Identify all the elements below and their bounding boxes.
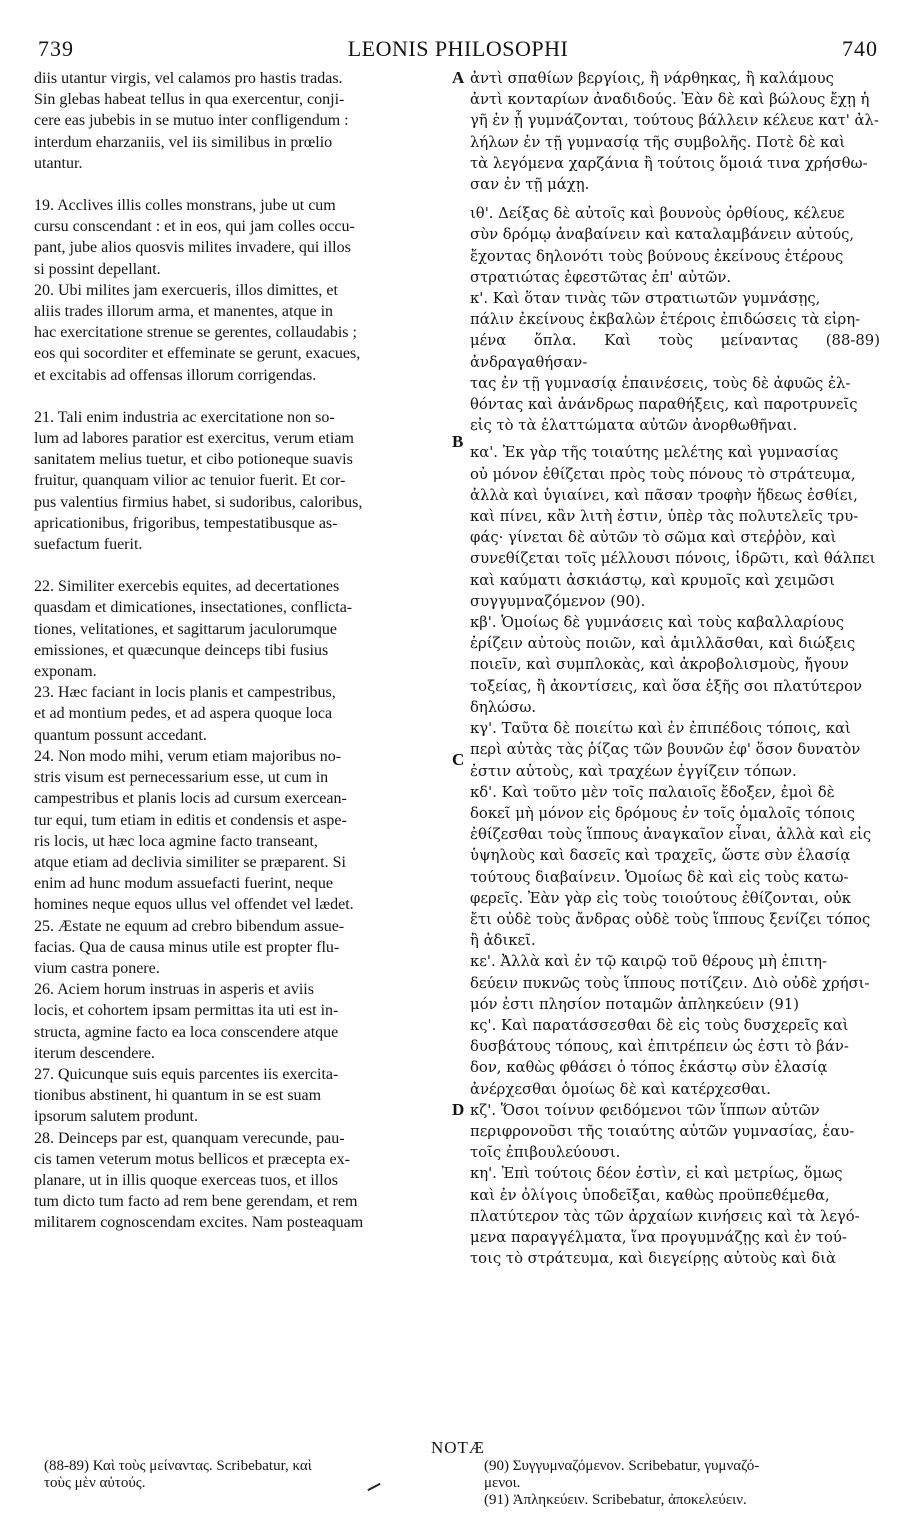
running-title: LEONIS PHILOSOPHI <box>347 36 569 61</box>
latin-paragraph-20: 20. Ubi milites jam exercueris, illos dimittes, et aliis trades illorum arma, et manentes, atque in hac exercitatione strenue se gerentes, collaudabis ; eos qui socorditer et effeminate se gerunt, exacues, et excitabis ad offensas illorum corrigendas. <box>34 281 361 384</box>
latin-column <box>34 68 442 1234</box>
latin-paragraph-19: 19. Acclives illis colles monstrans, jube ut cum cursu conscendant : et in eos, qui jam colles occu- pant, jube alios quosvis milites invadere, qui illos si possint depellant. <box>34 197 355 278</box>
margin-marker-b: B <box>452 432 464 451</box>
latin-paragraph-intro: diis utantur virgis, vel calamos pro hastis tradas. Sin glebas habeat tellus in qua exercentur, conji- cere eas jubebis in se mutuo inter confligendum : interdum eharzaniis, vel iis similibus in prœlio utantur. <box>34 70 349 172</box>
margin-marker-d: D <box>452 1100 465 1119</box>
latin-paragraph-23: 23. Hæc faciant in locis planis et campestribus, et ad montium pedes, et ad aspera quoque loca quantum possunt accedant. <box>34 684 336 744</box>
greek-paragraph-28: κη'. Ἐπὶ τούτοις δέον ἐστὶν, εἰ καὶ μετρίως, ὅμως καὶ ἐν ὀλίγοις ὑποδεῖξαι, καθὼς προϋπεθέμεθα, πλατύτερον τὰς τῶν ἀρχαίων κινήσεις καὶ τὰ λεγό- μενα παραγγέλματα, ἵνα προγυμνάζῃς καὶ ἐν τού- τοις τὸ στράτευμα, καὶ διεγείρῃς αὐτοὺς καὶ διὰ <box>470 1165 860 1268</box>
right-page-number: 740 <box>842 36 878 61</box>
greek-paragraph-26: κς'. Καὶ παρατάσσεσθαι δὲ εἰς τοὺς δυσχερεῖς καὶ δυσβάτους τόπους, καὶ ἐπιτρέπειν ὡς ἐστι τὸ βάν- δον, καθὼς φθάσει ὁ τόπος ἑκάστῳ σὺν ἐλασίᾳ ἀνέρχεσθαι ὁμοίως δὲ καὶ κατέρχεσθαι. <box>470 1016 849 1098</box>
greek-paragraph-intro: ἀντὶ σπαθίων βεργίοις, ἢ νάρθηκας, ἢ καλάμους ἀντὶ κονταρίων ἀναδιδούς. Ἐὰν δὲ καὶ βώλους ἔχῃ ἡ γῆ ἐν ᾗ γυμνάζονται, τούτους βάλλειν κέλευε κατ' ἀλ- λήλων ἐν τῇ γυμνασίᾳ τῆς συμβολῆς. Ποτὲ δὲ καὶ τὰ λεγόμενα χαρζάνια ἢ τούτοις ὅμοιά τινα χρήσθω- σαν ἐν τῇ μάχῃ. <box>470 70 879 194</box>
greek-paragraph-19: ιθ'. Δείξας δὲ αὐτοῖς καὶ βουνοὺς ὀρθίους, κέλευε σὺν δρόμῳ ἀναβαίνειν καὶ καταλαμβάνειν αὐτούς, ἔχοντας δηλονότι τοὺς βούνους ἐκείνους ἑτέρους στρατιώτας ἐφεστῶτας ἐπ' αὐτῶν. <box>470 205 855 286</box>
latin-paragraph-26: 26. Aciem horum instruas in asperis et aviis locis, et cohortem ipsam permittas ita uti est in- structa, agmine facto ea loca conscendere atque iterum descendere. <box>34 981 339 1062</box>
greek-paragraph-24: κδ'. Καὶ τοῦτο μὲν τοῖς παλαιοῖς ἔδοξεν, ἐμοὶ δὲ δοκεῖ μὴ μόνον εἰς δρόμους ἐν τοῖς ὁμαλοῖς τόποις ἐθίζεσθαι τοὺς ἵππους ἀναγκαῖον εἶναι, ἀλλὰ καὶ εἰς ὑψηλοὺς καὶ δασεῖς καὶ τραχεῖς, ὥστε σὺν ἐλασίᾳ τούτους διαβαίνειν. Ὁμοίως δὲ καὶ εἰς τοὺς κατω- φερεῖς. Ἐὰν γὰρ εἰς τοὺς τοιούτους ἐθίζονται, οὐκ ἔτι οὐδὲ τοὺς ἄνδρας οὐδὲ τοὺς ἵππους ξενίζει τόπος ἢ ἀδικεῖ. <box>470 783 872 950</box>
running-header <box>38 36 878 66</box>
greek-paragraph-21: κα'. Ἐκ γὰρ τῆς τοιαύτης μελέτης καὶ γυμνασίας οὐ μόνον ἐθίζεται πρὸς τοὺς πόνους τὸ στράτευμα, ἀλλὰ καὶ ὑγιαίνει, καὶ πᾶσαν τροφὴν ἥδεως ἐσθίει, καὶ πίνει, κἂν λιτὴ ἐστιν, ὑπὲρ τὰς πολυτελεῖς τρυ- φάς· γίνεται δὲ αὐτῶν τὸ σῶμα καὶ στεῤῥὸν, καὶ συνεθίζεται τοῖς μέλλουσι πόνοις, ἱδρῶτι, καὶ θάλπει καὶ καύματι ἀσκιάστῳ, καὶ κρυμοῖς καὶ χειμῶσι συγγυμναζόμενον (90). <box>470 444 876 610</box>
margin-marker-a: A <box>452 68 465 87</box>
greek-column <box>470 68 880 1269</box>
greek-paragraph-25: κε'. Ἀλλὰ καὶ ἐν τῷ καιρῷ τοῦ θέρους μὴ ἐπιτη- δεύειν πυκνῶς τοὺς ἵππους ποτίζειν. Διὸ οὐδὲ χρήσι- μόν ἐστι πλησίον ποταμῶν ἀπληκεύειν (91) <box>470 953 870 1013</box>
latin-paragraph-22: 22. Similiter exercebis equites, ad decertationes quasdam et dimicationes, insectationes, conflicta- tiones, velitationes, et sagittarum jaculorumque emissiones, et quæcunque deinceps tibi fusius exponam. <box>34 578 353 681</box>
margin-marker-c: C <box>452 750 465 769</box>
footnotes-90-91: (90) Συγγυμναζόμενον. Scribebatur, γυμναζό- μενοι. (91) Ἀπληκεύειν. Scribebatur, ἀποκελεύειν. <box>484 1458 760 1508</box>
greek-paragraph-23: κγ'. Ταῦτα δὲ ποιείτω καὶ ἐν ἐπιπέδοις τόποις, καὶ περὶ αὐτὰς τὰς ῥίζας τῶν βουνῶν ἐφ' ὅσον δυνατὸν ἐστιν αὐτοὺς, καὶ τραχέων ἐγγίζειν τόπων. <box>470 720 861 780</box>
footnote-88-89: (88-89) Καὶ τοὺς μείναντας. Scribebatur, καὶ τοὺς μὲν αὐτούς. <box>44 1458 312 1491</box>
latin-paragraph-21: 21. Tali enim industria ac exercitatione non so- lum ad labores paratior est exercitus, verum etiam sanitatem melius tuetur, et cibo potioneque suavis fruitur, quanquam vilior ac tenuior fuerit. Et cor- pus valentius firmius habet, si sudoribus, caloribus, apricationibus, frigoribus, tempestatibusque as- suefactum fuerit. <box>34 408 363 554</box>
notes-heading: NOTÆ <box>430 1438 486 1457</box>
left-page-number: 739 <box>38 36 74 61</box>
greek-paragraph-22: κβ'. Ὁμοίως δὲ γυμνάσεις καὶ τοὺς καβαλλαρίους ἐρίζειν αὐτοὺς ποιῶν, καὶ ἁμιλλᾶσθαι, καὶ διώξεις ποιεῖν, καὶ συμπλοκὰς, καὶ ἀκροβολισμοὺς, ἤγουν τοξείας, ἢ ἀκοντίσεις, καὶ ὅσα ἑξῆς σοι πλατύτερον δηλώσω. <box>470 614 863 716</box>
greek-paragraph-20: κ'. Καὶ ὅταν τινὰς τῶν στρατιωτῶν γυμνάσῃς, πάλιν ἐκείνους ἐκβαλὼν ἑτέροις ἐπιδώσεις τὰ εἰρη- μένα ὅπλα. Καὶ τοὺς μείναντας (88-89) ἀνδραγαθήσαν- τας ἐν τῇ γυμνασίᾳ ἐπαινέσεις, τοὺς δὲ ἀφυῶς ἐλ- θόντας καὶ ἀνάνδρως παραθήξεις, καὶ παροτρυνεῖς εἰς τὸ τὰ ἐλαττώματα αὐτῶν ἀνορθωθῆναι. <box>470 290 880 435</box>
latin-paragraph-24: 24. Non modo mihi, verum etiam majoribus no- stris visum est pernecessarium esse, ut cum in campestribus et planis locis ad cursum exercean- tur equi, tum etiam in editis et condensis et aspe- ris locis, ut hæc loca agmine facto transeant, atque etiam ad declivia similiter se præparent. Si enim ad hunc modum assuefacti fuerint, neque homines neque equos ullus vel offendet vel lædet. <box>34 747 354 914</box>
latin-paragraph-28: 28. Deinceps par est, quanquam verecunde, pau- cis tamen veterum motus bellicos et præcepta ex- planare, ut in illis quoque exerceas tuos, et illos tum dicto tum facto ad rem bene gerendam, et rem militarem cognoscendam excites. Nam posteaquam <box>34 1129 364 1232</box>
greek-paragraph-27: κζ'. Ὅσοι τοίνυν φειδόμενοι τῶν ἵππων αὐτῶν περιφρονοῦσι τῆς τοιαύτης αὐτῶν γυμνασίας, ἑαυ- τοῖς ἐπιβουλεύουσι. <box>470 1101 855 1162</box>
latin-paragraph-27: 27. Quicunque suis equis parcentes iis exercita- tionibus abstinent, hi quantum in se est suam ipsorum salutem produnt. <box>34 1065 339 1126</box>
latin-paragraph-25: 25. Æstate ne equum ad crebro bibendum assue- facias. Qua de causa minus utile est propter flu- vium castra ponere. <box>34 917 345 977</box>
